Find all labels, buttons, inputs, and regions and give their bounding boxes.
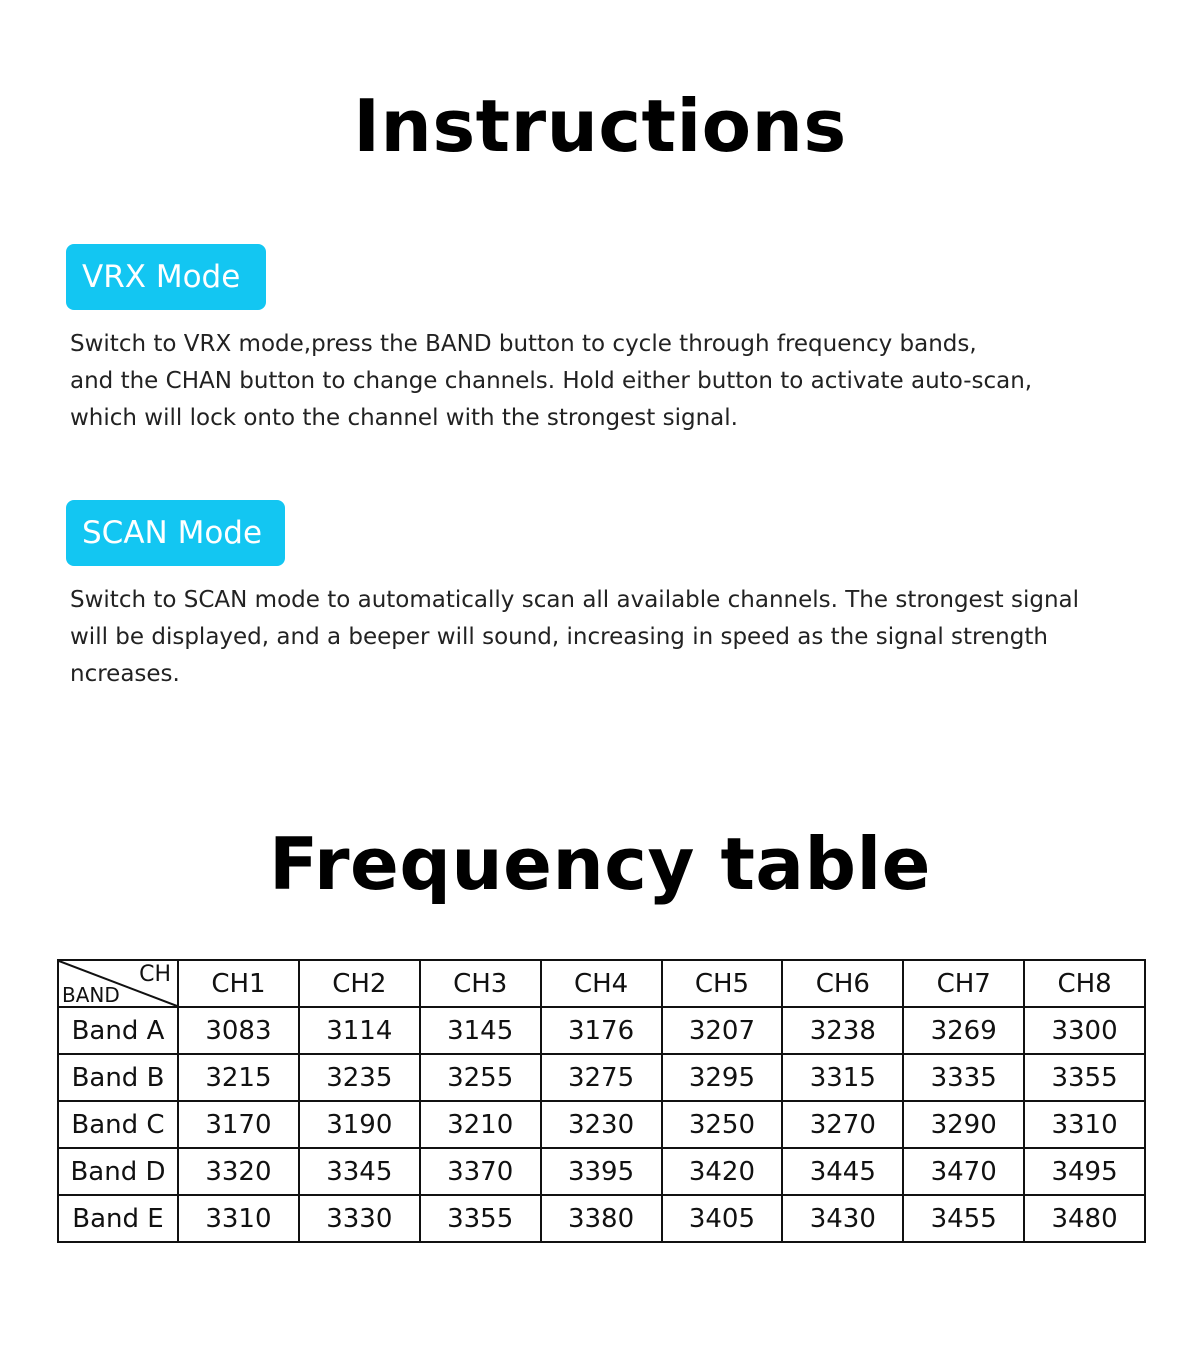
frequency-cell: 3320 <box>178 1148 299 1195</box>
frequency-cell: 3430 <box>782 1195 903 1242</box>
frequency-cell: 3345 <box>299 1148 420 1195</box>
frequency-cell: 3370 <box>420 1148 541 1195</box>
frequency-cell: 3380 <box>541 1195 662 1242</box>
band-label: Band B <box>58 1054 178 1101</box>
frequency-cell: 3395 <box>541 1148 662 1195</box>
table-row <box>58 1195 1145 1242</box>
frequency-cell: 3420 <box>662 1148 783 1195</box>
corner-band-label: BAND <box>62 983 120 1007</box>
band-label: Band A <box>58 1007 178 1054</box>
frequency-cell: 3335 <box>903 1054 1024 1101</box>
frequency-cell: 3355 <box>1024 1054 1145 1101</box>
frequency-cell: 3255 <box>420 1054 541 1101</box>
frequency-cell: 3083 <box>178 1007 299 1054</box>
vrx-line: which will lock onto the channel with the strongest signal. <box>70 405 738 431</box>
frequency-cell: 3269 <box>903 1007 1024 1054</box>
scan-line: will be displayed, and a beeper will sound, increasing in speed as the signal strength <box>70 624 1048 650</box>
frequency-cell: 3470 <box>903 1148 1024 1195</box>
vrx-mode-description <box>70 326 1080 437</box>
vrx-line: and the CHAN button to change channels. Hold either button to activate auto-scan, <box>70 368 1033 394</box>
frequency-table <box>57 959 1146 1243</box>
frequency-cell: 3145 <box>420 1007 541 1054</box>
frequency-cell: 3310 <box>1024 1101 1145 1148</box>
scan-mode-description <box>70 582 1080 693</box>
frequency-cell: 3495 <box>1024 1148 1145 1195</box>
column-header: CH3 <box>420 960 541 1007</box>
frequency-table-title: Frequency table <box>268 822 932 906</box>
corner-ch-label: CH <box>139 962 171 987</box>
scan-line: ncreases. <box>70 661 180 687</box>
column-header: CH2 <box>299 960 420 1007</box>
frequency-cell: 3190 <box>299 1101 420 1148</box>
frequency-cell: 3355 <box>420 1195 541 1242</box>
band-label: Band E <box>58 1195 178 1242</box>
frequency-cell: 3210 <box>420 1101 541 1148</box>
table-row <box>58 1007 1145 1054</box>
table-row <box>58 1101 1145 1148</box>
instructions-title: Instructions <box>353 84 847 168</box>
frequency-cell: 3315 <box>782 1054 903 1101</box>
frequency-cell: 3445 <box>782 1148 903 1195</box>
frequency-cell: 3405 <box>662 1195 783 1242</box>
frequency-cell: 3238 <box>782 1007 903 1054</box>
frequency-cell: 3290 <box>903 1101 1024 1148</box>
frequency-cell: 3170 <box>178 1101 299 1148</box>
column-header: CH1 <box>178 960 299 1007</box>
frequency-cell: 3295 <box>662 1054 783 1101</box>
vrx-mode-badge: VRX Mode <box>66 244 266 310</box>
frequency-cell: 3176 <box>541 1007 662 1054</box>
band-label: Band C <box>58 1101 178 1148</box>
column-header: CH7 <box>903 960 1024 1007</box>
vrx-line: Switch to VRX mode,press the BAND button to cycle through frequency bands, <box>70 331 977 357</box>
table-header-row <box>58 960 1145 1007</box>
frequency-cell: 3275 <box>541 1054 662 1101</box>
table-row <box>58 1054 1145 1101</box>
corner-cell <box>58 960 178 1007</box>
frequency-cell: 3250 <box>662 1101 783 1148</box>
frequency-cell: 3207 <box>662 1007 783 1054</box>
frequency-cell: 3300 <box>1024 1007 1145 1054</box>
frequency-cell: 3235 <box>299 1054 420 1101</box>
frequency-cell: 3330 <box>299 1195 420 1242</box>
frequency-cell: 3215 <box>178 1054 299 1101</box>
column-header: CH6 <box>782 960 903 1007</box>
column-header: CH5 <box>662 960 783 1007</box>
frequency-cell: 3310 <box>178 1195 299 1242</box>
frequency-cell: 3480 <box>1024 1195 1145 1242</box>
table-row <box>58 1148 1145 1195</box>
frequency-cell: 3230 <box>541 1101 662 1148</box>
scan-line: Switch to SCAN mode to automatically scan all available channels. The strongest signal <box>70 587 1080 613</box>
band-label: Band D <box>58 1148 178 1195</box>
frequency-cell: 3455 <box>903 1195 1024 1242</box>
scan-mode-badge: SCAN Mode <box>66 500 285 566</box>
column-header: CH8 <box>1024 960 1145 1007</box>
frequency-cell: 3270 <box>782 1101 903 1148</box>
column-header: CH4 <box>541 960 662 1007</box>
frequency-cell: 3114 <box>299 1007 420 1054</box>
